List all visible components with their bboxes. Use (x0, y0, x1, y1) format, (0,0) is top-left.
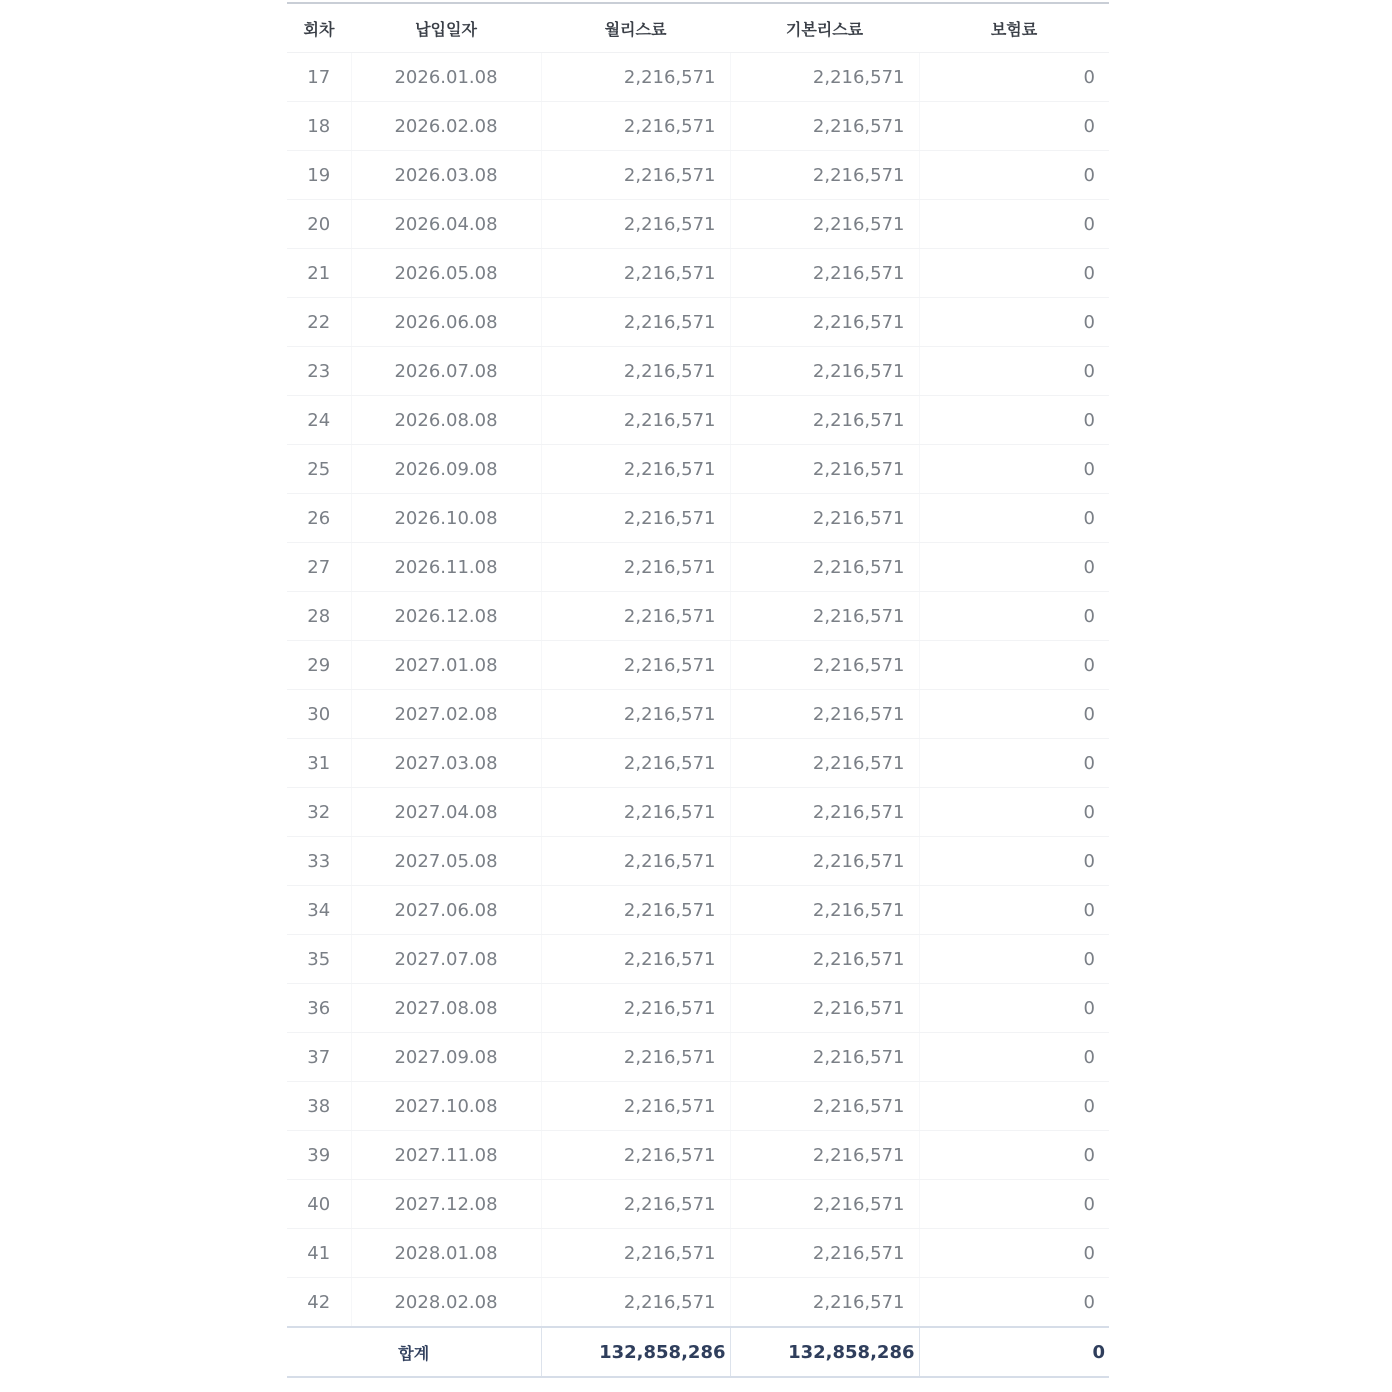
cell-payment-date: 2027.05.08 (351, 837, 541, 886)
cell-monthly-lease-fee: 2,216,571 (541, 200, 730, 249)
cell-basic-lease-fee: 2,216,571 (730, 445, 919, 494)
cell-basic-lease-fee: 2,216,571 (730, 886, 919, 935)
cell-payment-date: 2027.11.08 (351, 1131, 541, 1180)
cell-installment-no: 24 (287, 396, 351, 445)
cell-basic-lease-fee: 2,216,571 (730, 837, 919, 886)
header-monthly-lease-fee: 월리스료 (541, 3, 730, 53)
cell-monthly-lease-fee: 2,216,571 (541, 1082, 730, 1131)
cell-insurance-fee: 0 (919, 1229, 1109, 1278)
cell-payment-date: 2028.01.08 (351, 1229, 541, 1278)
table-row (287, 1131, 1109, 1180)
cell-basic-lease-fee: 2,216,571 (730, 1229, 919, 1278)
cell-payment-date: 2027.08.08 (351, 984, 541, 1033)
cell-monthly-lease-fee: 2,216,571 (541, 592, 730, 641)
cell-installment-no: 37 (287, 1033, 351, 1082)
table-row (287, 249, 1109, 298)
table-row (287, 592, 1109, 641)
cell-monthly-lease-fee: 2,216,571 (541, 102, 730, 151)
table-row (287, 641, 1109, 690)
cell-installment-no: 25 (287, 445, 351, 494)
cell-payment-date: 2026.08.08 (351, 396, 541, 445)
cell-installment-no: 36 (287, 984, 351, 1033)
cell-installment-no: 40 (287, 1180, 351, 1229)
cell-payment-date: 2028.02.08 (351, 1278, 541, 1328)
cell-insurance-fee: 0 (919, 1033, 1109, 1082)
cell-insurance-fee: 0 (919, 543, 1109, 592)
table-row (287, 151, 1109, 200)
cell-payment-date: 2026.10.08 (351, 494, 541, 543)
cell-monthly-lease-fee: 2,216,571 (541, 788, 730, 837)
cell-basic-lease-fee: 2,216,571 (730, 788, 919, 837)
cell-installment-no: 28 (287, 592, 351, 641)
table-row (287, 837, 1109, 886)
cell-payment-date: 2026.05.08 (351, 249, 541, 298)
cell-basic-lease-fee: 2,216,571 (730, 984, 919, 1033)
table-row (287, 298, 1109, 347)
cell-payment-date: 2027.04.08 (351, 788, 541, 837)
cell-installment-no: 29 (287, 641, 351, 690)
cell-monthly-lease-fee: 2,216,571 (541, 739, 730, 788)
cell-basic-lease-fee: 2,216,571 (730, 641, 919, 690)
cell-payment-date: 2026.11.08 (351, 543, 541, 592)
header-insurance-fee: 보험료 (919, 3, 1109, 53)
cell-monthly-lease-fee: 2,216,571 (541, 298, 730, 347)
cell-installment-no: 27 (287, 543, 351, 592)
cell-monthly-lease-fee: 2,216,571 (541, 984, 730, 1033)
cell-payment-date: 2026.06.08 (351, 298, 541, 347)
cell-monthly-lease-fee: 2,216,571 (541, 1229, 730, 1278)
cell-insurance-fee: 0 (919, 200, 1109, 249)
table-row (287, 102, 1109, 151)
cell-insurance-fee: 0 (919, 1180, 1109, 1229)
cell-insurance-fee: 0 (919, 53, 1109, 102)
table-row (287, 396, 1109, 445)
cell-monthly-lease-fee: 2,216,571 (541, 837, 730, 886)
table-row (287, 935, 1109, 984)
cell-monthly-lease-fee: 2,216,571 (541, 1278, 730, 1328)
cell-installment-no: 26 (287, 494, 351, 543)
cell-payment-date: 2026.07.08 (351, 347, 541, 396)
cell-installment-no: 20 (287, 200, 351, 249)
total-label: 합계 (287, 1327, 541, 1377)
cell-basic-lease-fee: 2,216,571 (730, 102, 919, 151)
cell-installment-no: 31 (287, 739, 351, 788)
cell-insurance-fee: 0 (919, 739, 1109, 788)
total-row (287, 1327, 1109, 1377)
cell-insurance-fee: 0 (919, 641, 1109, 690)
cell-insurance-fee: 0 (919, 1131, 1109, 1180)
table-row (287, 1180, 1109, 1229)
cell-payment-date: 2027.02.08 (351, 690, 541, 739)
total-basic-lease-fee: 132,858,286 (730, 1327, 919, 1377)
table-row (287, 788, 1109, 837)
table-row (287, 200, 1109, 249)
cell-installment-no: 35 (287, 935, 351, 984)
cell-insurance-fee: 0 (919, 886, 1109, 935)
cell-payment-date: 2026.12.08 (351, 592, 541, 641)
cell-basic-lease-fee: 2,216,571 (730, 935, 919, 984)
cell-insurance-fee: 0 (919, 102, 1109, 151)
cell-insurance-fee: 0 (919, 1278, 1109, 1328)
cell-monthly-lease-fee: 2,216,571 (541, 1033, 730, 1082)
table-row (287, 53, 1109, 102)
cell-payment-date: 2026.04.08 (351, 200, 541, 249)
cell-installment-no: 41 (287, 1229, 351, 1278)
cell-installment-no: 38 (287, 1082, 351, 1131)
cell-basic-lease-fee: 2,216,571 (730, 1278, 919, 1328)
cell-installment-no: 30 (287, 690, 351, 739)
cell-monthly-lease-fee: 2,216,571 (541, 151, 730, 200)
cell-insurance-fee: 0 (919, 298, 1109, 347)
cell-basic-lease-fee: 2,216,571 (730, 739, 919, 788)
total-insurance-fee: 0 (919, 1327, 1109, 1377)
cell-insurance-fee: 0 (919, 788, 1109, 837)
cell-installment-no: 34 (287, 886, 351, 935)
cell-insurance-fee: 0 (919, 494, 1109, 543)
cell-monthly-lease-fee: 2,216,571 (541, 935, 730, 984)
cell-installment-no: 18 (287, 102, 351, 151)
table-row (287, 886, 1109, 935)
cell-payment-date: 2027.10.08 (351, 1082, 541, 1131)
cell-installment-no: 33 (287, 837, 351, 886)
cell-monthly-lease-fee: 2,216,571 (541, 249, 730, 298)
cell-basic-lease-fee: 2,216,571 (730, 1131, 919, 1180)
cell-insurance-fee: 0 (919, 935, 1109, 984)
cell-insurance-fee: 0 (919, 151, 1109, 200)
cell-insurance-fee: 0 (919, 347, 1109, 396)
table-row (287, 690, 1109, 739)
lease-payment-table (287, 2, 1109, 1378)
table-row (287, 543, 1109, 592)
cell-basic-lease-fee: 2,216,571 (730, 690, 919, 739)
cell-payment-date: 2027.07.08 (351, 935, 541, 984)
cell-payment-date: 2027.09.08 (351, 1033, 541, 1082)
table-row (287, 1229, 1109, 1278)
cell-payment-date: 2026.09.08 (351, 445, 541, 494)
cell-monthly-lease-fee: 2,216,571 (541, 543, 730, 592)
table-header-row (287, 3, 1109, 53)
cell-monthly-lease-fee: 2,216,571 (541, 1180, 730, 1229)
cell-basic-lease-fee: 2,216,571 (730, 1082, 919, 1131)
cell-installment-no: 17 (287, 53, 351, 102)
cell-payment-date: 2026.01.08 (351, 53, 541, 102)
total-monthly-lease-fee: 132,858,286 (541, 1327, 730, 1377)
cell-insurance-fee: 0 (919, 445, 1109, 494)
cell-installment-no: 19 (287, 151, 351, 200)
cell-payment-date: 2026.03.08 (351, 151, 541, 200)
cell-insurance-fee: 0 (919, 984, 1109, 1033)
cell-basic-lease-fee: 2,216,571 (730, 347, 919, 396)
cell-monthly-lease-fee: 2,216,571 (541, 445, 730, 494)
cell-installment-no: 21 (287, 249, 351, 298)
table-row (287, 445, 1109, 494)
cell-insurance-fee: 0 (919, 592, 1109, 641)
cell-basic-lease-fee: 2,216,571 (730, 592, 919, 641)
cell-payment-date: 2026.02.08 (351, 102, 541, 151)
table-row (287, 1033, 1109, 1082)
cell-basic-lease-fee: 2,216,571 (730, 396, 919, 445)
cell-insurance-fee: 0 (919, 1082, 1109, 1131)
cell-installment-no: 42 (287, 1278, 351, 1328)
cell-monthly-lease-fee: 2,216,571 (541, 886, 730, 935)
table-row (287, 347, 1109, 396)
cell-basic-lease-fee: 2,216,571 (730, 200, 919, 249)
cell-payment-date: 2027.03.08 (351, 739, 541, 788)
cell-basic-lease-fee: 2,216,571 (730, 298, 919, 347)
header-payment-date: 납입일자 (351, 3, 541, 53)
cell-basic-lease-fee: 2,216,571 (730, 151, 919, 200)
table-row (287, 1278, 1109, 1328)
cell-payment-date: 2027.06.08 (351, 886, 541, 935)
cell-basic-lease-fee: 2,216,571 (730, 249, 919, 298)
cell-basic-lease-fee: 2,216,571 (730, 1180, 919, 1229)
cell-installment-no: 32 (287, 788, 351, 837)
table-row (287, 984, 1109, 1033)
cell-insurance-fee: 0 (919, 690, 1109, 739)
header-basic-lease-fee: 기본리스료 (730, 3, 919, 53)
cell-insurance-fee: 0 (919, 396, 1109, 445)
cell-installment-no: 39 (287, 1131, 351, 1180)
lease-schedule-sheet (287, 2, 1109, 1378)
cell-monthly-lease-fee: 2,216,571 (541, 690, 730, 739)
cell-basic-lease-fee: 2,216,571 (730, 543, 919, 592)
cell-insurance-fee: 0 (919, 249, 1109, 298)
cell-payment-date: 2027.01.08 (351, 641, 541, 690)
cell-monthly-lease-fee: 2,216,571 (541, 53, 730, 102)
table-row (287, 1082, 1109, 1131)
cell-monthly-lease-fee: 2,216,571 (541, 1131, 730, 1180)
cell-installment-no: 22 (287, 298, 351, 347)
cell-insurance-fee: 0 (919, 837, 1109, 886)
table-row (287, 494, 1109, 543)
cell-monthly-lease-fee: 2,216,571 (541, 641, 730, 690)
cell-payment-date: 2027.12.08 (351, 1180, 541, 1229)
header-installment-no: 회차 (287, 3, 351, 53)
cell-monthly-lease-fee: 2,216,571 (541, 347, 730, 396)
cell-basic-lease-fee: 2,216,571 (730, 1033, 919, 1082)
cell-monthly-lease-fee: 2,216,571 (541, 396, 730, 445)
cell-monthly-lease-fee: 2,216,571 (541, 494, 730, 543)
table-row (287, 739, 1109, 788)
cell-basic-lease-fee: 2,216,571 (730, 494, 919, 543)
cell-installment-no: 23 (287, 347, 351, 396)
cell-basic-lease-fee: 2,216,571 (730, 53, 919, 102)
